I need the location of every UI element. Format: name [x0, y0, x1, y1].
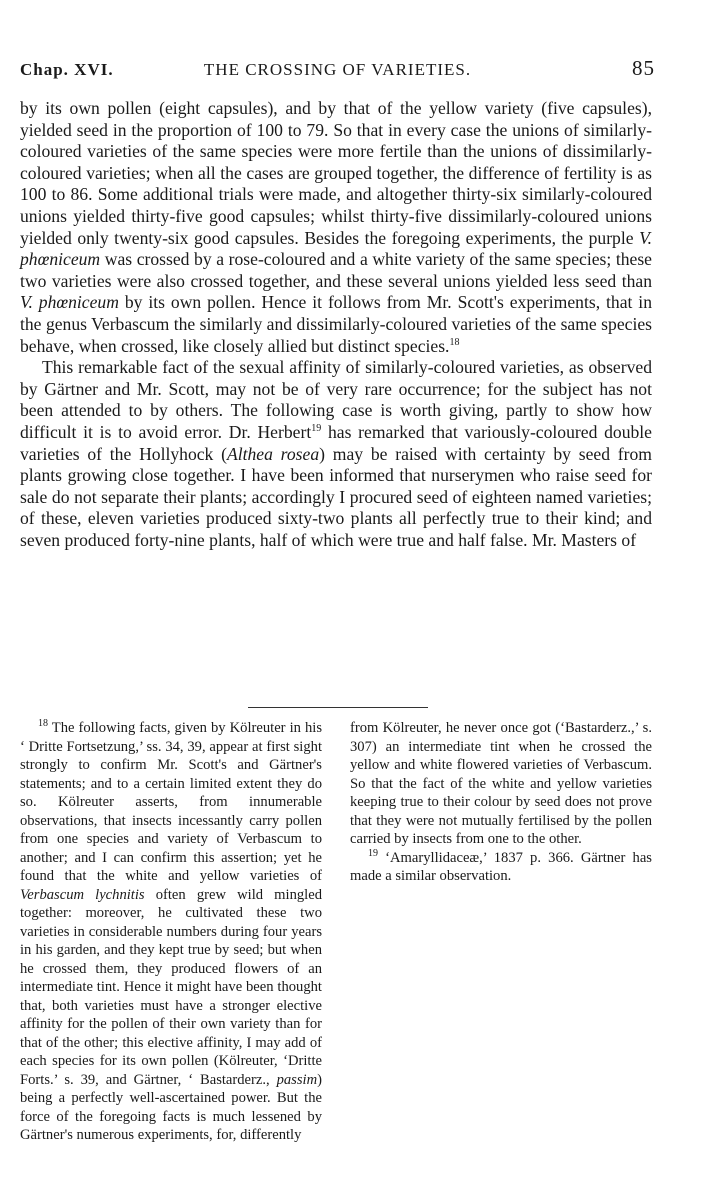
paragraph-2	[20, 357, 652, 551]
footnote-18-text-b: often grew wild mingled together: moreover, he cultivated these two varieties in considerable numbers during four years in his garden, and they kept true by seed; but when he crossed them, they produced flowers of an intermediate tint. Hence it might have been thought that, both varieties must have a stronger elective affinity for the pollen of their own variety than for that of the other; this elective affinity, I may add of each species for its own pollen (Kölreuter, ‘Dritte Forts.’ s. 39, and Gärtner, ‘ Bastarderz.,	[20, 886, 322, 1088]
page-number: 85	[632, 56, 655, 80]
paragraph-1-text-c: by its own pollen. Hence it follows from Mr. Scott's experiments, that in the genus Verbascum the similarly and dissimilarly-coloured varieties of the same species behave, when crossed, like closely allied but distinct species.	[20, 292, 652, 356]
footnote-18-continued	[350, 719, 652, 849]
footnote-ref-18[interactable]: 18	[449, 336, 460, 348]
footnote-18-marker: 18	[38, 718, 48, 730]
footnote-18-text-c-cont: from Kölreuter, he never once got (‘Bastarderz.,’ s. 307) an intermediate tint when he crossed the yellow and white flowered varieties of Verbascum. So that the fact of the white and yellow varieties keeping true to their colour by seed does not prove that they were not mutually fertilised by the pollen carried by insects from one to the other.	[350, 720, 652, 847]
footnote-ref-19[interactable]: 19	[311, 423, 322, 435]
paragraph-2-text-c: ) may be raised with certainty by seed from plants growing close together. I have been informed that nurserymen who raise seed for sale do not separate their plants; accordingly I procured seed of eighteen named varieties; of these, eleven varieties produced sixty-two plants all perfectly true to their kind; and seven produced forty-nine plants, half of which were true and half false. Mr. Masters of	[20, 443, 652, 550]
footnote-18-text-c: ) being a perfectly well-ascertained power. But the force of the foregoing facts is much lessened by Gärtner's numerous experiments, for, differently	[20, 1071, 322, 1143]
footnote-19-marker: 19	[368, 847, 378, 859]
footnote-18	[20, 719, 322, 1145]
latin-passim: passim	[276, 1071, 318, 1088]
footnote-19-text: ‘Amaryllidaceæ,’ 1837 p. 366. Gärtner has made a similar observation.	[350, 849, 652, 884]
footnote-19	[350, 849, 652, 886]
footnote-18-text-a: The following facts, given by Kölreuter in his ‘ Dritte Fortsetzung,’ ss. 34, 39, appear at first sight strongly to confirm Mr. Scott's and Gärtner's statements; and to a certain limited extent they do so. Kölreuter asserts, from innumerable observations, that insects incessantly carry pollen from one species and variety of Verbascum to another; and I can confirm this assertion; yet he found that the white and yellow varieties of	[20, 720, 322, 884]
species-name-v-phoeniceum-2: V. phœniceum	[20, 292, 119, 313]
footnotes-column-left	[20, 719, 322, 1145]
species-name-althea-rosea: Althea rosea	[226, 443, 320, 464]
species-name-verbascum-lychnitis: Verbascum lychnitis	[20, 886, 145, 903]
species-name-v-phoeniceum: V. phœniceum	[20, 227, 652, 270]
footnotes-column-right	[350, 719, 652, 886]
chapter-label: Chap. XVI.	[20, 60, 114, 79]
footnote-divider	[248, 707, 428, 708]
running-header	[20, 56, 655, 86]
paragraph-2-text-b: has remarked that variously-coloured double varieties of the Hollyhock (	[20, 421, 652, 464]
main-text	[20, 98, 652, 551]
paragraph-1-text-a: by its own pollen (eight capsules), and by that of the yellow variety (five capsules), yielded seed in the proportion of 100 to 79. So that in every case the unions of similarly-coloured varieties of the same species were more fertile than the unions of dissimilarly-coloured varieties; when all the cases are grouped together, the difference of fertility is as 100 to 86. Some additional trials were made, and altogether thirty-six similarly-coloured unions yielded thirty-five good capsules; whilst thirty-five dissimilarly-coloured unions yielded only twenty-six good capsules. Besides the foregoing experiments, the purple	[20, 98, 652, 248]
paragraph-2-text-a: This remarkable fact of the sexual affinity of similarly-coloured varieties, as observed by Gärtner and Mr. Scott, may not be of very rare occurrence; for the subject has not been attended to by others. The following case is worth giving, partly to show how difficult it is to avoid error. Dr. Herbert	[20, 357, 652, 442]
paragraph-1-text-b: was crossed by a rose-coloured and a white variety of the same species; these two varieties were also crossed together, and these several unions yielded less seed than	[20, 249, 652, 291]
running-title: THE CROSSING OF VARIETIES.	[203, 60, 472, 79]
paragraph-1	[20, 98, 652, 357]
